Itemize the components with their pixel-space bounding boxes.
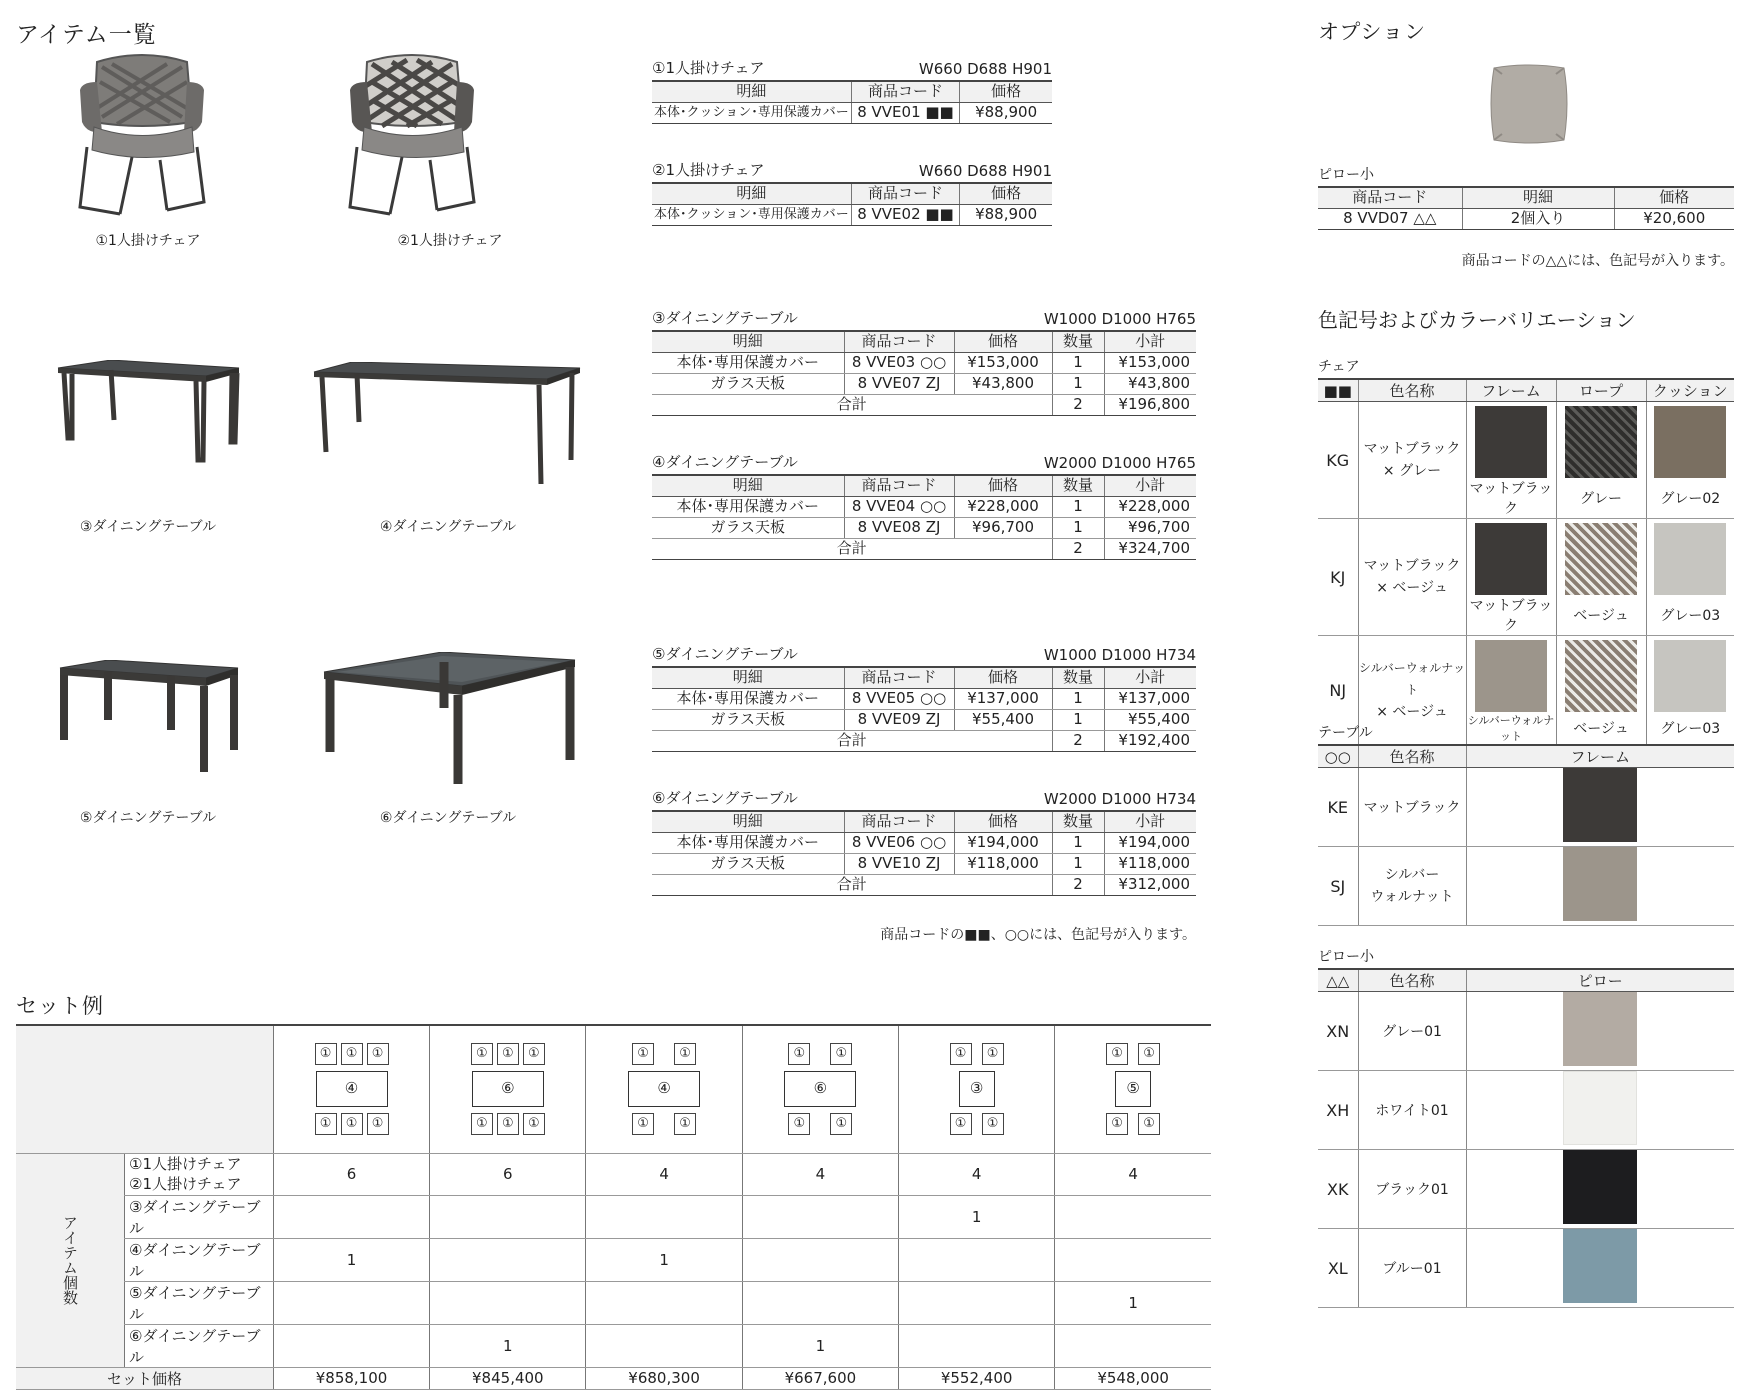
th: 明細 bbox=[1462, 187, 1614, 208]
th: 数量 bbox=[1052, 475, 1104, 496]
cell: 1 bbox=[430, 1324, 586, 1367]
table-mark: ⑥ bbox=[472, 1071, 544, 1107]
color-code: NJ bbox=[1318, 636, 1358, 745]
chair-mark: ① bbox=[830, 1043, 852, 1065]
th: 明細 bbox=[652, 183, 851, 204]
cell: 1 bbox=[273, 1238, 429, 1281]
cell bbox=[273, 1324, 429, 1367]
layout-3 bbox=[586, 1025, 742, 1153]
cell: 1 bbox=[1052, 709, 1104, 730]
color-name bbox=[1358, 847, 1466, 926]
table-title-4: ④ダイニングテーブル bbox=[652, 453, 798, 471]
color-name bbox=[1358, 402, 1466, 519]
layout-6 bbox=[1055, 1025, 1211, 1153]
table-mark: ⑤ bbox=[1115, 1071, 1151, 1107]
color-name bbox=[1358, 519, 1466, 636]
cell: ¥55,400 bbox=[954, 709, 1052, 730]
chair-mark: ① bbox=[1138, 1113, 1160, 1135]
cell bbox=[742, 1281, 898, 1324]
option-table bbox=[1318, 186, 1734, 230]
cell: 本体･専用保護カバー bbox=[652, 496, 844, 517]
cell: 本体･専用保護カバー bbox=[652, 352, 844, 373]
table-dims-6: W2000 D1000 H734 bbox=[1043, 790, 1196, 808]
cell: ¥137,000 bbox=[954, 688, 1052, 709]
chair-title-1: ①1人掛けチェア bbox=[652, 59, 765, 77]
swatch-cushion-nj bbox=[1654, 640, 1726, 712]
cell: 8 VVD07 △△ bbox=[1318, 208, 1462, 229]
swatch-frame-kj bbox=[1475, 523, 1547, 595]
color-name: ブラック01 bbox=[1358, 1150, 1466, 1229]
cell: 1 bbox=[899, 1195, 1055, 1238]
color-name-line: シルバーウォルナット bbox=[1358, 661, 1466, 697]
swatch-pillow-xn bbox=[1563, 992, 1637, 1066]
th: 価格 bbox=[960, 81, 1052, 102]
layout-1 bbox=[273, 1025, 429, 1153]
cell: 8 VVE06 ○○ bbox=[844, 832, 954, 853]
chair-image-1 bbox=[72, 52, 212, 226]
table-title-5: ⑤ダイニングテーブル bbox=[652, 645, 798, 663]
color-name-line: マットブラック bbox=[1363, 558, 1461, 574]
chair-mark: ① bbox=[632, 1113, 654, 1135]
th: 色名称 bbox=[1358, 969, 1466, 992]
row-label: ①1人掛けチェア bbox=[129, 1155, 242, 1173]
table-image-5 bbox=[56, 660, 241, 784]
cell bbox=[430, 1238, 586, 1281]
cell bbox=[742, 1238, 898, 1281]
cell: ¥153,000 bbox=[954, 352, 1052, 373]
th: 商品コード bbox=[844, 331, 954, 352]
set-heading: セット例 bbox=[16, 994, 104, 1018]
item-count-label: アイテム個数 bbox=[16, 1153, 125, 1367]
color-pillow-label: ピロー小 bbox=[1318, 949, 1374, 965]
cell: ¥228,000 bbox=[1104, 496, 1196, 517]
table-dims-5: W1000 D1000 H734 bbox=[1043, 646, 1196, 664]
table-caption-4: ④ダイニングテーブル bbox=[379, 519, 517, 535]
table-image-4 bbox=[312, 362, 582, 494]
chair-mark: ① bbox=[367, 1113, 389, 1135]
cell: 2 bbox=[1052, 874, 1104, 895]
color-heading: 色記号およびカラーバリエーション bbox=[1318, 308, 1636, 332]
chair-price-table-2 bbox=[652, 160, 1052, 226]
cell: ¥20,600 bbox=[1614, 208, 1734, 229]
color-code: SJ bbox=[1318, 847, 1358, 926]
row-label: ③ダイニングテーブル bbox=[125, 1195, 274, 1238]
th: 数量 bbox=[1052, 811, 1104, 832]
color-chair-label: チェア bbox=[1318, 359, 1360, 375]
chair-mark: ① bbox=[523, 1113, 545, 1135]
th: 小計 bbox=[1104, 331, 1196, 352]
row-label: ⑥ダイニングテーブル bbox=[125, 1324, 274, 1367]
row-label: ②1人掛けチェア bbox=[129, 1175, 242, 1193]
th: 価格 bbox=[1614, 187, 1734, 208]
cell: ¥43,800 bbox=[954, 373, 1052, 394]
cell: 8 VVE03 ○○ bbox=[844, 352, 954, 373]
color-code: XH bbox=[1318, 1071, 1358, 1150]
th: フレーム bbox=[1466, 379, 1556, 402]
set-price: ¥552,400 bbox=[899, 1367, 1055, 1389]
cell bbox=[1055, 1324, 1211, 1367]
chair-mark: ① bbox=[1138, 1043, 1160, 1065]
th: 商品コード bbox=[844, 811, 954, 832]
table-caption-5: ⑤ダイニングテーブル bbox=[79, 810, 217, 826]
cell: ガラス天板 bbox=[652, 853, 844, 874]
swatch-rope-kg bbox=[1565, 406, 1637, 478]
cell: 8 VVE10 ZJ bbox=[844, 853, 954, 874]
color-name-line: × グレー bbox=[1382, 463, 1442, 479]
table-mark: ④ bbox=[316, 1071, 388, 1107]
chair-caption-1: ①1人掛けチェア bbox=[95, 233, 201, 249]
cell: 8 VVE08 ZJ bbox=[844, 517, 954, 538]
swatch-pillow-xh bbox=[1563, 1071, 1637, 1145]
cell bbox=[586, 1324, 742, 1367]
cell bbox=[273, 1195, 429, 1238]
set-price: ¥845,400 bbox=[430, 1367, 586, 1389]
cell bbox=[586, 1195, 742, 1238]
th: 商品コード bbox=[851, 81, 959, 102]
sub-label: ベージュ bbox=[1556, 595, 1646, 636]
chair-mark: ① bbox=[341, 1043, 363, 1065]
cell: 8 VVE02 ■■ bbox=[851, 204, 959, 225]
chair-mark: ① bbox=[523, 1043, 545, 1065]
table-title-6: ⑥ダイニングテーブル bbox=[652, 789, 798, 807]
cell: 8 VVE09 ZJ bbox=[844, 709, 954, 730]
sub-label: グレー03 bbox=[1646, 595, 1734, 636]
chair-mark: ① bbox=[788, 1113, 810, 1135]
color-name: ブルー01 bbox=[1358, 1229, 1466, 1308]
chair-mark: ① bbox=[315, 1043, 337, 1065]
cell: 1 bbox=[1055, 1281, 1211, 1324]
th: フレーム bbox=[1466, 745, 1734, 768]
table-image-6 bbox=[322, 652, 577, 794]
swatch-table-sj bbox=[1563, 847, 1637, 921]
cell: 2 bbox=[1052, 538, 1104, 559]
color-name-line: × ベージュ bbox=[1376, 704, 1448, 720]
cell: ¥137,000 bbox=[1104, 688, 1196, 709]
th: 色名称 bbox=[1358, 745, 1466, 768]
color-code: KG bbox=[1318, 402, 1358, 519]
cell: 本体･専用保護カバー bbox=[652, 832, 844, 853]
cell: ¥88,900 bbox=[960, 102, 1052, 123]
th: 価格 bbox=[960, 183, 1052, 204]
color-table-label: テーブル bbox=[1318, 725, 1373, 741]
chair-mark: ① bbox=[788, 1043, 810, 1065]
color-code: XN bbox=[1318, 992, 1358, 1071]
set-price: ¥667,600 bbox=[742, 1367, 898, 1389]
cell: ¥324,700 bbox=[1104, 538, 1196, 559]
cell: 1 bbox=[1052, 832, 1104, 853]
cell: 2 bbox=[1052, 394, 1104, 415]
swatch-frame-kg bbox=[1475, 406, 1547, 478]
cell: 4 bbox=[742, 1153, 898, 1195]
th: 明細 bbox=[652, 81, 851, 102]
swatch-cushion-kg bbox=[1654, 406, 1726, 478]
color-name-line: シルバー bbox=[1384, 867, 1440, 883]
sub-label: ベージュ bbox=[1556, 712, 1646, 745]
sub-label: グレー bbox=[1556, 478, 1646, 519]
set-price: ¥858,100 bbox=[273, 1367, 429, 1389]
th: 商品コード bbox=[1318, 187, 1462, 208]
th: 色名称 bbox=[1358, 379, 1466, 402]
cell: 本体･クッション･専用保護カバー bbox=[652, 102, 851, 123]
swatch-rope-kj bbox=[1565, 523, 1637, 595]
chair-mark: ① bbox=[367, 1043, 389, 1065]
th: △△ bbox=[1318, 969, 1358, 992]
th: 価格 bbox=[954, 331, 1052, 352]
color-name: ホワイト01 bbox=[1358, 1071, 1466, 1150]
chair-mark: ① bbox=[674, 1113, 696, 1135]
chair-image-2 bbox=[342, 52, 482, 226]
cell: 本体･クッション･専用保護カバー bbox=[652, 204, 851, 225]
total-label: 合計 bbox=[652, 394, 1052, 415]
swatch-frame-nj bbox=[1475, 640, 1547, 712]
th: 商品コード bbox=[844, 667, 954, 688]
total-label: 合計 bbox=[652, 874, 1052, 895]
table-color-table bbox=[1318, 744, 1734, 926]
chair-color-table bbox=[1318, 378, 1734, 745]
cell: ¥43,800 bbox=[1104, 373, 1196, 394]
color-name: グレー01 bbox=[1358, 992, 1466, 1071]
cell: 1 bbox=[586, 1238, 742, 1281]
sub-label: マットブラック bbox=[1466, 478, 1556, 519]
cell: ¥194,000 bbox=[954, 832, 1052, 853]
cell: ¥96,700 bbox=[954, 517, 1052, 538]
set-price: ¥548,000 bbox=[1055, 1367, 1211, 1389]
cell: ¥55,400 bbox=[1104, 709, 1196, 730]
chair-mark: ① bbox=[341, 1113, 363, 1135]
sub-label: マットブラック bbox=[1466, 595, 1556, 636]
cell bbox=[899, 1281, 1055, 1324]
layout-5 bbox=[899, 1025, 1055, 1153]
cell bbox=[273, 1281, 429, 1324]
table-caption-6: ⑥ダイニングテーブル bbox=[379, 810, 517, 826]
cell: 8 VVE05 ○○ bbox=[844, 688, 954, 709]
th: 小計 bbox=[1104, 667, 1196, 688]
cell: 本体･専用保護カバー bbox=[652, 688, 844, 709]
cell: 1 bbox=[1052, 517, 1104, 538]
cell: 6 bbox=[273, 1153, 429, 1195]
cell: 8 VVE04 ○○ bbox=[844, 496, 954, 517]
code-note: 商品コードの■■、○○には、色記号が入ります。 bbox=[880, 927, 1196, 943]
th: 価格 bbox=[954, 811, 1052, 832]
swatch-cushion-kj bbox=[1654, 523, 1726, 595]
th: 商品コード bbox=[851, 183, 959, 204]
cell: ¥96,700 bbox=[1104, 517, 1196, 538]
chair-mark: ① bbox=[950, 1043, 972, 1065]
set-price-label: セット価格 bbox=[16, 1367, 273, 1389]
chair-title-2: ②1人掛けチェア bbox=[652, 161, 765, 179]
cell: ¥118,000 bbox=[954, 853, 1052, 874]
chair-mark: ① bbox=[1106, 1043, 1128, 1065]
th: 価格 bbox=[954, 667, 1052, 688]
swatch-table-ke bbox=[1563, 768, 1637, 842]
th: ロープ bbox=[1556, 379, 1646, 402]
th: 明細 bbox=[652, 331, 844, 352]
chair-mark: ① bbox=[315, 1113, 337, 1135]
cell: ガラス天板 bbox=[652, 373, 844, 394]
color-code: XK bbox=[1318, 1150, 1358, 1229]
chair-mark: ① bbox=[982, 1113, 1004, 1135]
cell: ガラス天板 bbox=[652, 709, 844, 730]
cell: 1 bbox=[742, 1324, 898, 1367]
table-title-3: ③ダイニングテーブル bbox=[652, 309, 798, 327]
option-pillow-label: ピロー小 bbox=[1318, 167, 1374, 183]
total-label: 合計 bbox=[652, 730, 1052, 751]
layout-header-blank bbox=[16, 1025, 273, 1153]
cell bbox=[1055, 1195, 1211, 1238]
cell bbox=[742, 1195, 898, 1238]
set-price: ¥680,300 bbox=[586, 1367, 742, 1389]
sub-label: シルバーウォルナット bbox=[1467, 714, 1555, 743]
cell: 4 bbox=[586, 1153, 742, 1195]
set-table bbox=[16, 1024, 1211, 1390]
table-dims-4: W2000 D1000 H765 bbox=[1043, 454, 1196, 472]
chair-mark: ① bbox=[830, 1113, 852, 1135]
cell bbox=[899, 1238, 1055, 1281]
th: 数量 bbox=[1052, 331, 1104, 352]
th: 明細 bbox=[652, 475, 844, 496]
color-name-line: ウォルナット bbox=[1370, 889, 1454, 905]
chair-mark: ① bbox=[632, 1043, 654, 1065]
cell: 1 bbox=[1052, 853, 1104, 874]
th: 価格 bbox=[954, 475, 1052, 496]
sub-label: グレー02 bbox=[1646, 478, 1734, 519]
cell: 4 bbox=[1055, 1153, 1211, 1195]
table-image-3 bbox=[56, 360, 241, 474]
chair-dims-1: W660 D688 H901 bbox=[918, 60, 1052, 78]
color-code: KE bbox=[1318, 768, 1358, 847]
cell: 6 bbox=[430, 1153, 586, 1195]
cell bbox=[1055, 1238, 1211, 1281]
table-mark: ③ bbox=[959, 1071, 995, 1107]
sub-label: グレー03 bbox=[1646, 712, 1734, 745]
cell bbox=[430, 1281, 586, 1324]
cell: 2 bbox=[1052, 730, 1104, 751]
cell bbox=[586, 1281, 742, 1324]
table-price-table-3 bbox=[652, 308, 1196, 416]
item-list-heading: アイテム一覧 bbox=[16, 22, 157, 48]
chair-dims-2: W660 D688 H901 bbox=[918, 162, 1052, 180]
chair-mark: ① bbox=[471, 1113, 493, 1135]
chair-mark: ① bbox=[950, 1113, 972, 1135]
chair-mark: ① bbox=[674, 1043, 696, 1065]
cell: 1 bbox=[1052, 688, 1104, 709]
chair-mark: ① bbox=[497, 1113, 519, 1135]
pillow-image bbox=[1488, 62, 1570, 150]
cell: ¥118,000 bbox=[1104, 853, 1196, 874]
cell: ガラス天板 bbox=[652, 517, 844, 538]
th: クッション bbox=[1646, 379, 1734, 402]
cell: 4 bbox=[899, 1153, 1055, 1195]
th: ○○ bbox=[1318, 745, 1358, 768]
th: 商品コード bbox=[844, 475, 954, 496]
chair-price-table-1 bbox=[652, 58, 1052, 124]
color-code: XL bbox=[1318, 1229, 1358, 1308]
option-heading: オプション bbox=[1318, 20, 1427, 44]
swatch-pillow-xk bbox=[1563, 1150, 1637, 1224]
cell: 1 bbox=[1052, 373, 1104, 394]
color-name: マットブラック bbox=[1358, 768, 1466, 847]
table-dims-3: W1000 D1000 H765 bbox=[1043, 310, 1196, 328]
color-name-line: × ベージュ bbox=[1376, 580, 1448, 596]
cell: ¥228,000 bbox=[954, 496, 1052, 517]
color-name bbox=[1358, 636, 1466, 745]
layout-4 bbox=[742, 1025, 898, 1153]
th: 数量 bbox=[1052, 667, 1104, 688]
th: 明細 bbox=[652, 667, 844, 688]
cell: 1 bbox=[1052, 352, 1104, 373]
table-price-table-5 bbox=[652, 644, 1196, 752]
cell bbox=[899, 1324, 1055, 1367]
chair-mark: ① bbox=[982, 1043, 1004, 1065]
cell: 8 VVE07 ZJ bbox=[844, 373, 954, 394]
row-label: ④ダイニングテーブル bbox=[125, 1238, 274, 1281]
color-name-line: マットブラック bbox=[1363, 441, 1461, 457]
cell bbox=[430, 1195, 586, 1238]
table-price-table-4 bbox=[652, 452, 1196, 560]
chair-mark: ① bbox=[471, 1043, 493, 1065]
total-label: 合計 bbox=[652, 538, 1052, 559]
table-mark: ④ bbox=[628, 1071, 700, 1107]
chair-mark: ① bbox=[1106, 1113, 1128, 1135]
cell: ¥153,000 bbox=[1104, 352, 1196, 373]
th: 明細 bbox=[652, 811, 844, 832]
swatch-rope-nj bbox=[1565, 640, 1637, 712]
table-price-table-6 bbox=[652, 788, 1196, 896]
pillow-color-table bbox=[1318, 968, 1734, 1308]
color-code: KJ bbox=[1318, 519, 1358, 636]
cell: 2個入り bbox=[1462, 208, 1614, 229]
layout-2 bbox=[430, 1025, 586, 1153]
th: ■■ bbox=[1318, 379, 1358, 402]
chair-mark: ① bbox=[497, 1043, 519, 1065]
row-label: ⑤ダイニングテーブル bbox=[125, 1281, 274, 1324]
th: 小計 bbox=[1104, 475, 1196, 496]
cell: 8 VVE01 ■■ bbox=[851, 102, 959, 123]
chair-rows-label bbox=[125, 1153, 274, 1195]
cell: ¥88,900 bbox=[960, 204, 1052, 225]
cell: ¥312,000 bbox=[1104, 874, 1196, 895]
swatch-pillow-xl bbox=[1563, 1229, 1637, 1303]
cell: ¥194,000 bbox=[1104, 832, 1196, 853]
cell: 1 bbox=[1052, 496, 1104, 517]
chair-caption-2: ②1人掛けチェア bbox=[397, 233, 503, 249]
th: 小計 bbox=[1104, 811, 1196, 832]
table-caption-3: ③ダイニングテーブル bbox=[79, 519, 217, 535]
cell: ¥192,400 bbox=[1104, 730, 1196, 751]
table-mark: ⑥ bbox=[784, 1071, 856, 1107]
option-note: 商品コードの△△には、色記号が入ります。 bbox=[1461, 253, 1734, 269]
cell: ¥196,800 bbox=[1104, 394, 1196, 415]
th: ピロー bbox=[1466, 969, 1734, 992]
